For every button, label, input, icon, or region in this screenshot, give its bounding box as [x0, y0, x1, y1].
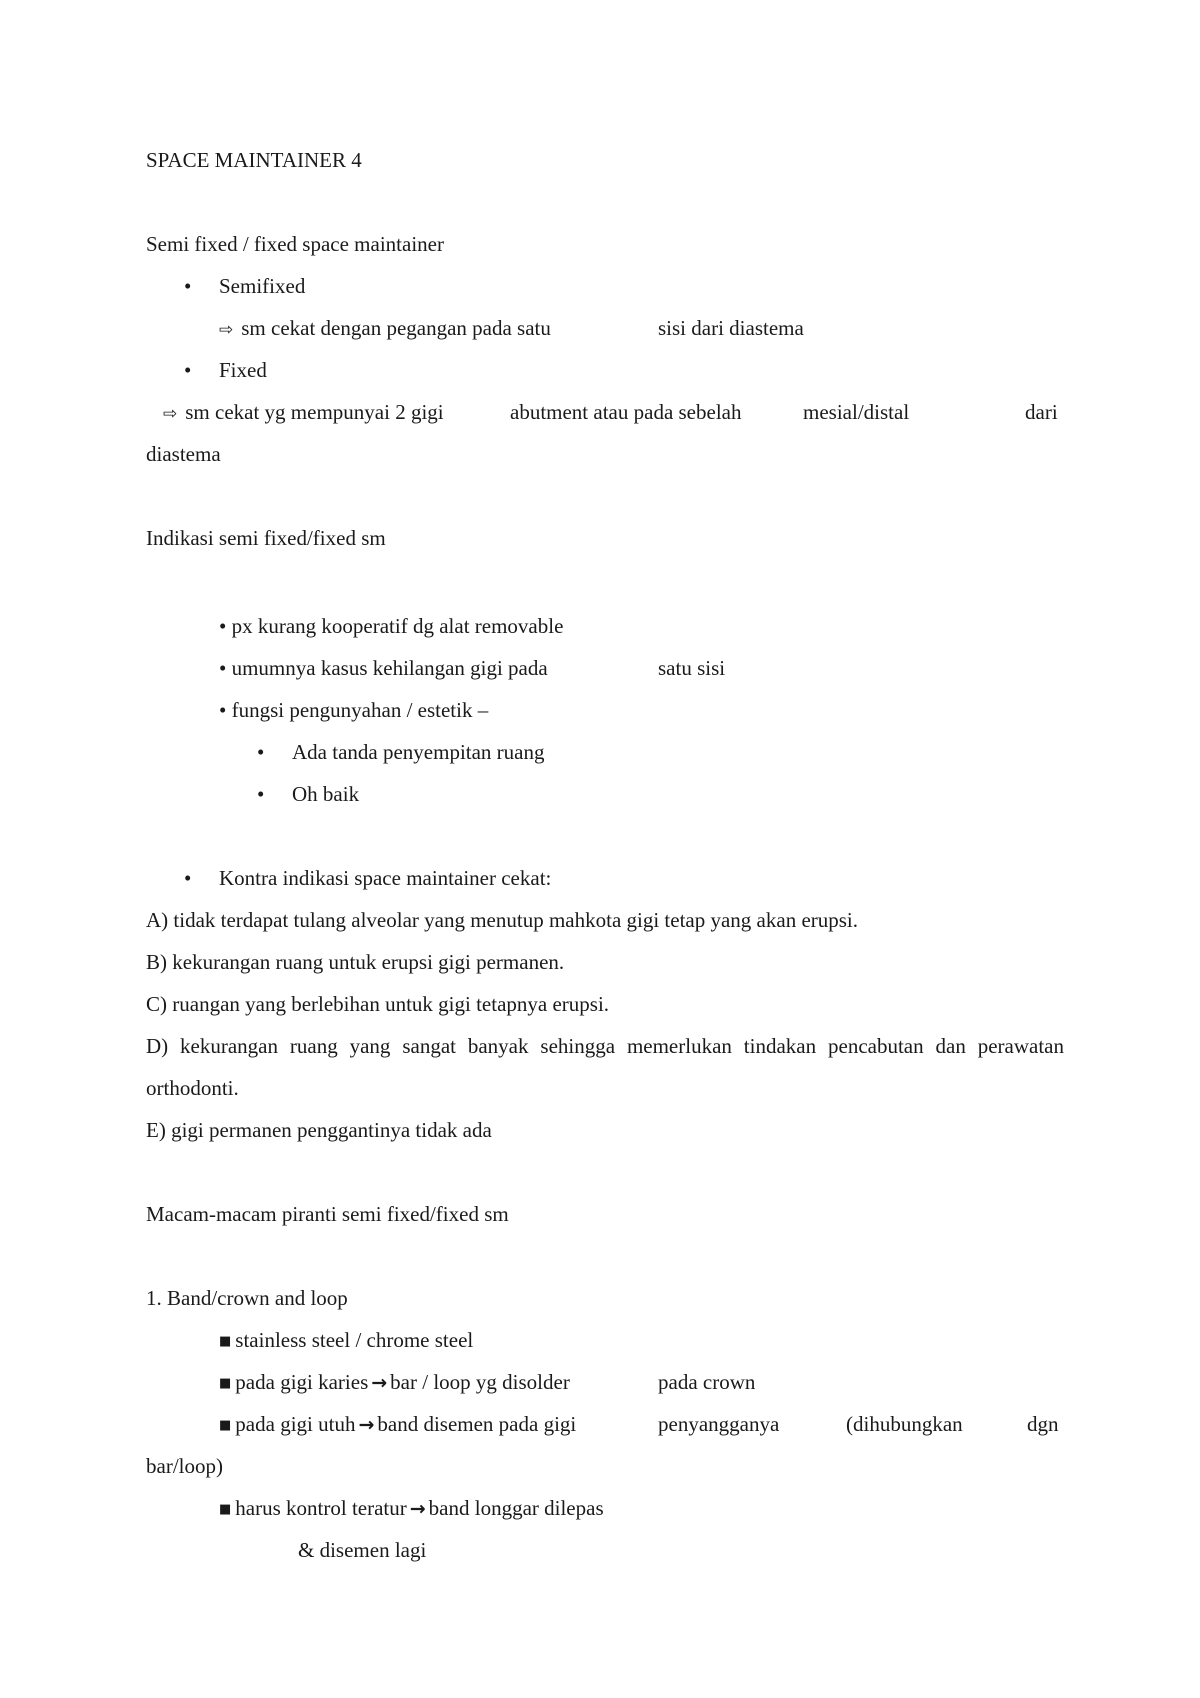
square-bullet-icon: ■ [219, 1502, 232, 1517]
appliance-bullet-4-part1: harus kontrol teratur [235, 1496, 407, 1520]
fixed-label: Fixed [219, 358, 267, 382]
appliance-bullet-3-part1: pada gigi utuh [235, 1412, 356, 1436]
appliance-bullet-4-part2: band longgar dilepas [428, 1496, 604, 1520]
fixed-desc [163, 398, 444, 428]
appliance-bullet-3-part3: penyangganya [658, 1412, 780, 1436]
square-bullet-icon: ■ [219, 1376, 232, 1391]
appliance-bullet-2-part3: pada crown [658, 1370, 756, 1394]
fixed-desc-part3: mesial/distal [803, 400, 910, 424]
appliance-bullet-3 [219, 1410, 576, 1442]
appliance-bullet-3-part5: dgn [1027, 1412, 1059, 1436]
square-bullet-icon: ■ [219, 1418, 232, 1433]
appliance-bullet-2-part2: bar / loop yg disolder [390, 1370, 570, 1394]
contraindication-a: A) tidak terdapat tulang alveolar yang menutup mahkota gigi tetap yang akan erupsi. [146, 908, 859, 932]
fixed-desc-wrap: diastema [146, 442, 221, 466]
contraindication-b: B) kekurangan ruang untuk erupsi gigi permanen. [146, 950, 565, 974]
appliance-bullet-1-text: stainless steel / chrome steel [235, 1328, 474, 1352]
appliance-bullet-3-part2: band disemen pada gigi [377, 1412, 577, 1436]
square-bullet-icon: ■ [219, 1334, 232, 1349]
bullet-dot-icon: • [184, 866, 192, 890]
indication-item-2-end: satu sisi [658, 656, 726, 680]
fixed-desc-part4: dari [1025, 400, 1058, 424]
appliances-heading: Macam-macam piranti semi fixed/fixed sm [146, 1202, 509, 1226]
contraindications-heading: Kontra indikasi space maintainer cekat: [219, 866, 552, 890]
bold-right-arrow-icon: → [371, 1372, 388, 1394]
hollow-right-arrow-icon: ⇨ [163, 404, 178, 424]
appliance-bullet-1 [219, 1326, 473, 1358]
indication-item-3: • fungsi pengunyahan / estetik – [219, 698, 489, 722]
contraindication-e: E) gigi permanen penggantinya tidak ada [146, 1118, 492, 1142]
semifixed-label: Semifixed [219, 274, 306, 298]
fixed-desc-part1: sm cekat yg mempunyai 2 gigi [185, 400, 444, 424]
semifixed-desc-part2: sisi dari diastema [658, 316, 804, 340]
fixed-desc-part2: abutment atau pada sebelah [510, 400, 742, 424]
appliance-bullet-4-wrap: & disemen lagi [298, 1538, 427, 1562]
document-title: SPACE MAINTAINER 4 [146, 148, 362, 172]
bold-right-arrow-icon: → [409, 1498, 426, 1520]
bullet-dot-icon: • [257, 740, 265, 764]
hollow-right-arrow-icon: ⇨ [219, 320, 234, 340]
bullet-dot-icon: • [257, 782, 265, 806]
semifixed-desc-part1: sm cekat dengan pegangan pada satu [241, 316, 551, 340]
appliance-bullet-4 [219, 1494, 604, 1526]
appliance-bullet-2-part1: pada gigi karies [235, 1370, 369, 1394]
indication-item-2: • umumnya kasus kehilangan gigi pada [219, 656, 548, 680]
bullet-dot-icon: • [184, 274, 192, 298]
indication-sub-2: Oh baik [292, 782, 360, 806]
indication-item-1: • px kurang kooperatif dg alat removable [219, 614, 564, 638]
indication-sub-1: Ada tanda penyempitan ruang [292, 740, 545, 764]
appliance-bullet-3-wrap: bar/loop) [146, 1454, 223, 1478]
contraindication-d: D) kekurangan ruang yang sangat banyak sehingga memerlukan tindakan pencabutan dan perawatan orthodonti. [146, 1034, 1064, 1100]
appliance-item-1-title: 1. Band/crown and loop [146, 1286, 348, 1310]
indications-heading: Indikasi semi fixed/fixed sm [146, 526, 386, 550]
semifixed-desc [219, 314, 551, 344]
bold-right-arrow-icon: → [358, 1414, 375, 1436]
bullet-dot-icon: • [184, 358, 192, 382]
appliance-bullet-3-part4: (dihubungkan [846, 1412, 963, 1436]
contraindication-c: C) ruangan yang berlebihan untuk gigi tetapnya erupsi. [146, 992, 610, 1016]
appliance-bullet-2 [219, 1368, 570, 1400]
intro-heading: Semi fixed / fixed space maintainer [146, 232, 444, 256]
